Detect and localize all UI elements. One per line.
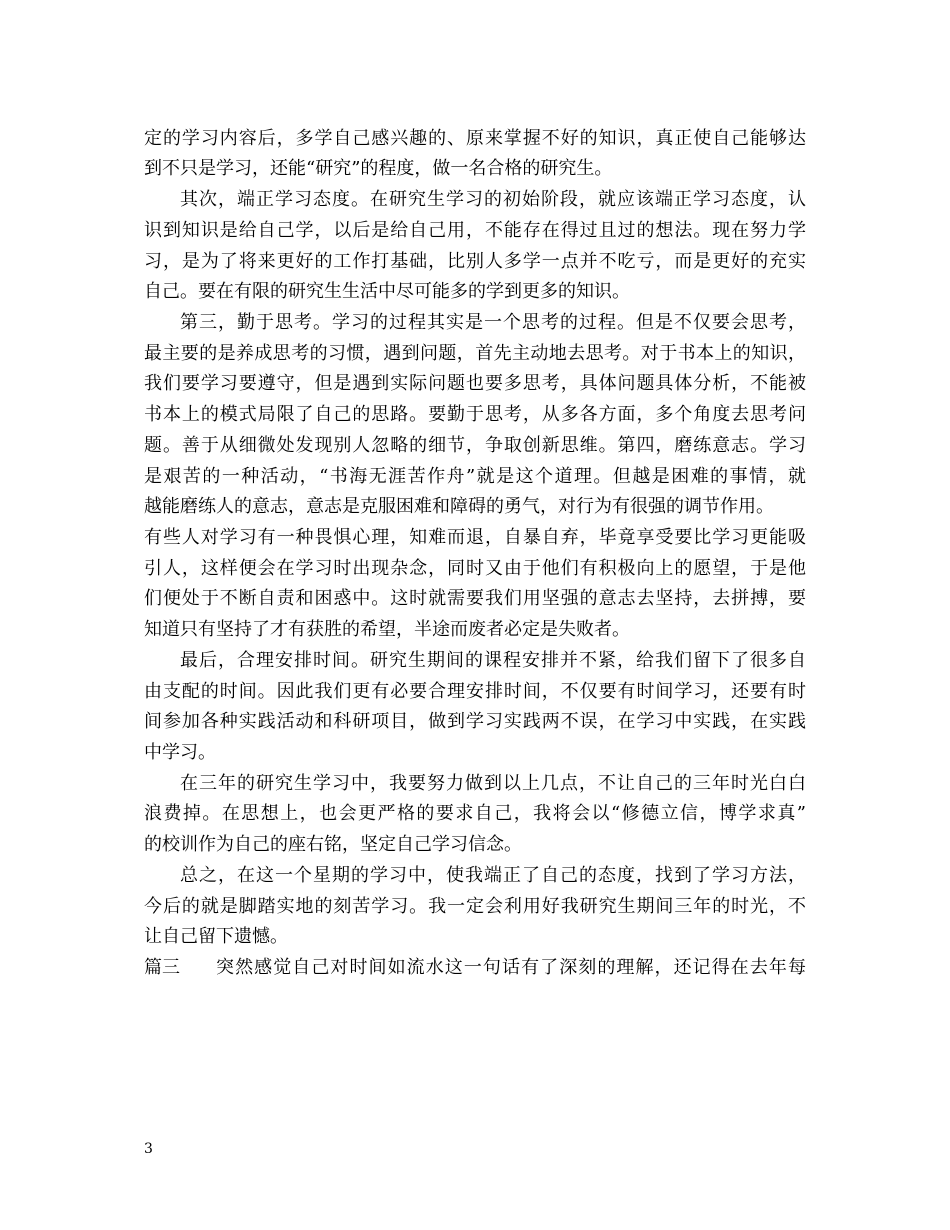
body-text-line: 间参加各种实践活动和科研项目，做到学习实践两不误，在学习中实践，在实践 xyxy=(144,711,806,732)
body-text-line: 知道只有坚持了才有获胜的希望，半途而废者必定是失败者。 xyxy=(144,619,630,640)
page-number: 3 xyxy=(144,1141,153,1157)
body-text-line: 有些人对学习有一种畏惧心理，知难而退，自暴自弃，毕竟享受要比学习更能吸 xyxy=(144,527,806,548)
body-text-line: 今后的就是脚踏实地的刻苦学习。我一定会利用好我研究生期间三年的时光，不 xyxy=(144,896,806,917)
body-text-line: 由支配的时间。因此我们更有必要合理安排时间，不仅要有时间学习，还要有时 xyxy=(144,681,806,702)
body-text-line: 引人，这样便会在学习时出现杂念，同时又由于他们有积极向上的愿望，于是他 xyxy=(144,558,806,579)
body-text-line: 习，是为了将来更好的工作打基础，比别人多学一点并不吃亏，而是更好的充实 xyxy=(144,251,806,272)
paragraph-first-line: 总之，在这一个星期的学习中，使我端正了自己的态度，找到了学习方法， xyxy=(180,865,806,886)
body-text-line: 的校训作为自己的座右铭，坚定自己学习信念。 xyxy=(144,834,522,855)
section-first-line: 突然感觉自己对时间如流水这一句话有了深刻的理解，还记得在去年每 xyxy=(216,957,806,978)
body-text-line: 让自己留下遗憾。 xyxy=(144,926,288,947)
paragraph-first-line: 最后，合理安排时间。研究生期间的课程安排并不紧，给我们留下了很多自 xyxy=(180,650,806,671)
body-text-line: 是艰苦的一种活动，“书海无涯苦作舟”就是这个道理。但越是困难的事情，就 xyxy=(144,466,806,487)
body-text-line: 中学习。 xyxy=(144,742,216,763)
body-text-line: 最主要的是养成思考的习惯，遇到问题，首先主动地去思考。对于书本上的知识， xyxy=(144,343,806,364)
body-text-line: 浪费掉。在思想上，也会更严格的要求自己，我将会以“修德立信，博学求真” xyxy=(144,803,806,824)
paragraph-first-line: 其次，端正学习态度。在研究生学习的初始阶段，就应该端正学习态度，认 xyxy=(180,189,806,210)
section-label: 篇三 xyxy=(144,957,180,978)
paragraph-first-line: 在三年的研究生学习中，我要努力做到以上几点，不让自己的三年时光白白 xyxy=(180,773,806,794)
body-text-line: 定的学习内容后，多学自己感兴趣的、原来掌握不好的知识，真正使自己能够达 xyxy=(144,128,806,149)
paragraph-first-line: 第三，勤于思考。学习的过程其实是一个思考的过程。但是不仅要会思考， xyxy=(180,312,806,333)
body-text-line: 识到知识是给自己学，以后是给自己用，不能存在得过且过的想法。现在努力学 xyxy=(144,220,806,241)
body-text-line: 我们要学习要遵守，但是遇到实际问题也要多思考，具体问题具体分析，不能被 xyxy=(144,373,806,394)
body-text-line: 们便处于不断自责和困惑中。这时就需要我们用坚强的意志去坚持，去拼搏，要 xyxy=(144,588,806,609)
body-text-line: 自己。要在有限的研究生生活中尽可能多的学到更多的知识。 xyxy=(144,281,630,302)
body-text-line: 越能磨练人的意志，意志是克服困难和障碍的勇气，对行为有很强的调节作用。 xyxy=(144,496,774,517)
body-text-line: 题。善于从细微处发现别人忽略的细节，争取创新思维。第四，磨练意志。学习 xyxy=(144,435,806,456)
body-text-line: 书本上的模式局限了自己的思路。要勤于思考，从多各方面，多个角度去思考问 xyxy=(144,404,806,425)
body-text-line: 到不只是学习，还能“研究”的程度，做一名合格的研究生。 xyxy=(144,158,613,179)
